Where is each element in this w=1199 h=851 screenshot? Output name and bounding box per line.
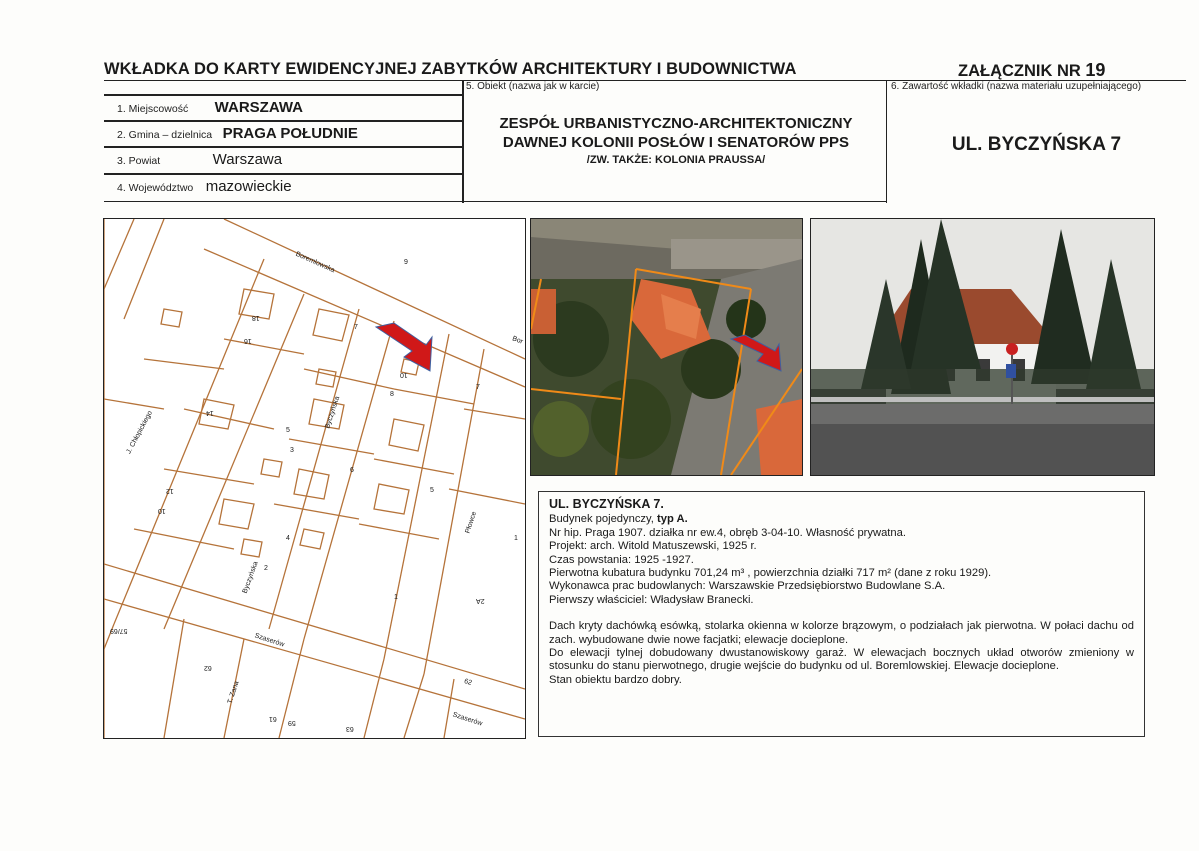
description-paragraph: Do elewacji tylnej dobudowany dwustanowiskowy garaż. W elewacjach bocznych układ otworów zmieniony w stosunku do stanu pierwotnego, drugie wejście do budynku od ul. Boremlowskiej. Elewacje docieplone. — [549, 647, 1134, 673]
map-lot-number: 9 — [404, 259, 408, 266]
field-value: WARSZAWA — [214, 99, 303, 116]
object-label: 5. Obiekt (nazwa jak w karcie) — [466, 81, 600, 92]
map-lot-number: 3 — [290, 447, 294, 454]
field-gmina — [117, 125, 358, 143]
description-type: typ A. — [657, 513, 688, 526]
map-lot-number: 8 — [390, 391, 394, 398]
map-lot-number: 4 — [286, 535, 290, 542]
aerial-photo — [530, 218, 803, 476]
field-value: PRAGA POŁUDNIE — [222, 125, 358, 142]
object-line-2: DAWNEJ KOLONII POSŁÓW I SENATORÓW PPS — [502, 134, 850, 151]
description-title: UL. BYCZYŃSKA 7. — [549, 497, 664, 511]
field-label: 1. Miejscowość — [117, 103, 189, 115]
map-street-label: Boremlowska — [294, 250, 336, 275]
map-lot-number: 7 — [476, 384, 480, 391]
object-line-1: ZESPÓŁ URBANISTYCZNO-ARCHITEKTONICZNY — [499, 115, 853, 132]
map-lot-number: 2A — [476, 597, 485, 604]
map-lot-number: 2 — [264, 565, 268, 572]
content-street: UL. BYCZYŃSKA 7 — [951, 134, 1122, 155]
description-line: Czas powstania: 1925 -1927. — [549, 553, 694, 566]
field-powiat — [117, 151, 282, 169]
map-street-label: Płowce — [464, 510, 479, 535]
description-line: Projekt: arch. Witold Matuszewski, 1925 r. — [549, 540, 757, 553]
description-line: Nr hip. Praga 1907. działka nr ew.4, obręb 3-04-10. Własność prywatna. — [549, 526, 906, 539]
object-name — [466, 114, 886, 166]
attachment-label: ZAŁĄCZNIK NR — [958, 62, 1081, 80]
field-miejscowosc — [117, 99, 303, 117]
map-lot-number: 5 — [286, 427, 290, 434]
description-type-prefix: Budynek pojedynczy, — [549, 513, 658, 526]
map-street-label: T. Zana — [226, 680, 241, 705]
grid-rule — [104, 146, 462, 148]
grid-divider — [462, 80, 464, 203]
attachment-number — [958, 60, 1105, 81]
field-value: Warszawa — [212, 151, 283, 168]
map-street-label: Szaserów — [451, 711, 484, 728]
grid-rule — [104, 201, 886, 202]
document-title: WKŁADKA DO KARTY EWIDENCYJNEJ ZABYTKÓW ARCHITEKTURY I BUDOWNICTWA — [104, 60, 797, 78]
map-lot-number: 16 — [244, 337, 252, 344]
map-lot-number: 5 — [430, 487, 434, 494]
map-lot-number: 63 — [346, 725, 354, 732]
description-paragraph: Dach kryty dachówką esówką, stolarka okienna w kolorze brązowym, o podziałach jak pierwotna. W połaci dachu od zach. wybudowane dwie nowe facjatki; elewacje docieplone. — [549, 620, 1134, 646]
description-line — [549, 513, 1134, 526]
map-lot-number: 10 — [158, 507, 166, 514]
map-street-label: Byczyńska — [241, 560, 260, 595]
map-lot-number: 10 — [400, 371, 408, 378]
map-lines — [104, 219, 525, 738]
location-arrow — [376, 323, 432, 371]
grid-rule — [104, 94, 462, 96]
description-box — [538, 491, 1145, 737]
map-lot-number: 1 — [514, 535, 518, 542]
street-drawing — [811, 219, 1154, 475]
map-lot-number: 14 — [206, 409, 214, 416]
map-lot-number: 61 — [269, 715, 277, 722]
map-lot-number: 57/69 — [110, 627, 128, 634]
field-value: mazowieckie — [205, 178, 292, 195]
cadastral-map — [103, 218, 526, 739]
map-lot-number: 6 — [350, 467, 354, 474]
field-wojewodztwo — [117, 178, 292, 196]
map-lot-number: 12 — [166, 487, 174, 494]
aerial-drawing — [531, 219, 802, 475]
description-line: Pierwotna kubatura budynku 701,24 m³ , powierzchnia działki 717 m² (dane z roku 1929). — [549, 567, 992, 580]
map-lot-number: 18 — [252, 314, 260, 321]
description-line: Pierwszy właściciel: Władysław Branecki. — [549, 593, 754, 606]
object-line-3: /ZW. TAKŻE: KOLONIA PRAUSSA/ — [586, 154, 766, 166]
attachment-value: 19 — [1085, 60, 1106, 80]
map-drawing — [104, 219, 525, 738]
field-label: 4. Województwo — [117, 182, 194, 194]
field-label: 3. Powiat — [117, 155, 161, 167]
map-street-label: Szaserów — [253, 632, 286, 649]
map-lot-number: 62 — [204, 664, 212, 671]
field-label: 2. Gmina – dzielnica — [117, 129, 213, 141]
grid-rule — [104, 120, 462, 122]
map-lot-number: 1 — [394, 594, 398, 601]
map-lot-number: 59 — [288, 719, 296, 726]
street-photo — [810, 218, 1155, 476]
description-condition: Stan obiektu bardzo dobry. — [549, 673, 682, 686]
map-street-label: Bor — [511, 335, 524, 346]
grid-rule — [104, 173, 462, 175]
content-label: 6. Zawartość wkładki (nazwa materiału uzupełniającego) — [891, 81, 1142, 92]
map-street-label: J. Chłopickiego — [125, 409, 154, 456]
description-line: Wykonawca prac budowlanych: Warszawskie Przedsiębiorstwo Budowlane S.A. — [549, 580, 946, 593]
map-street-label: Byczyńska — [324, 395, 342, 430]
map-lot-number: 62 — [463, 677, 473, 688]
map-lot-number: 7 — [354, 324, 358, 331]
